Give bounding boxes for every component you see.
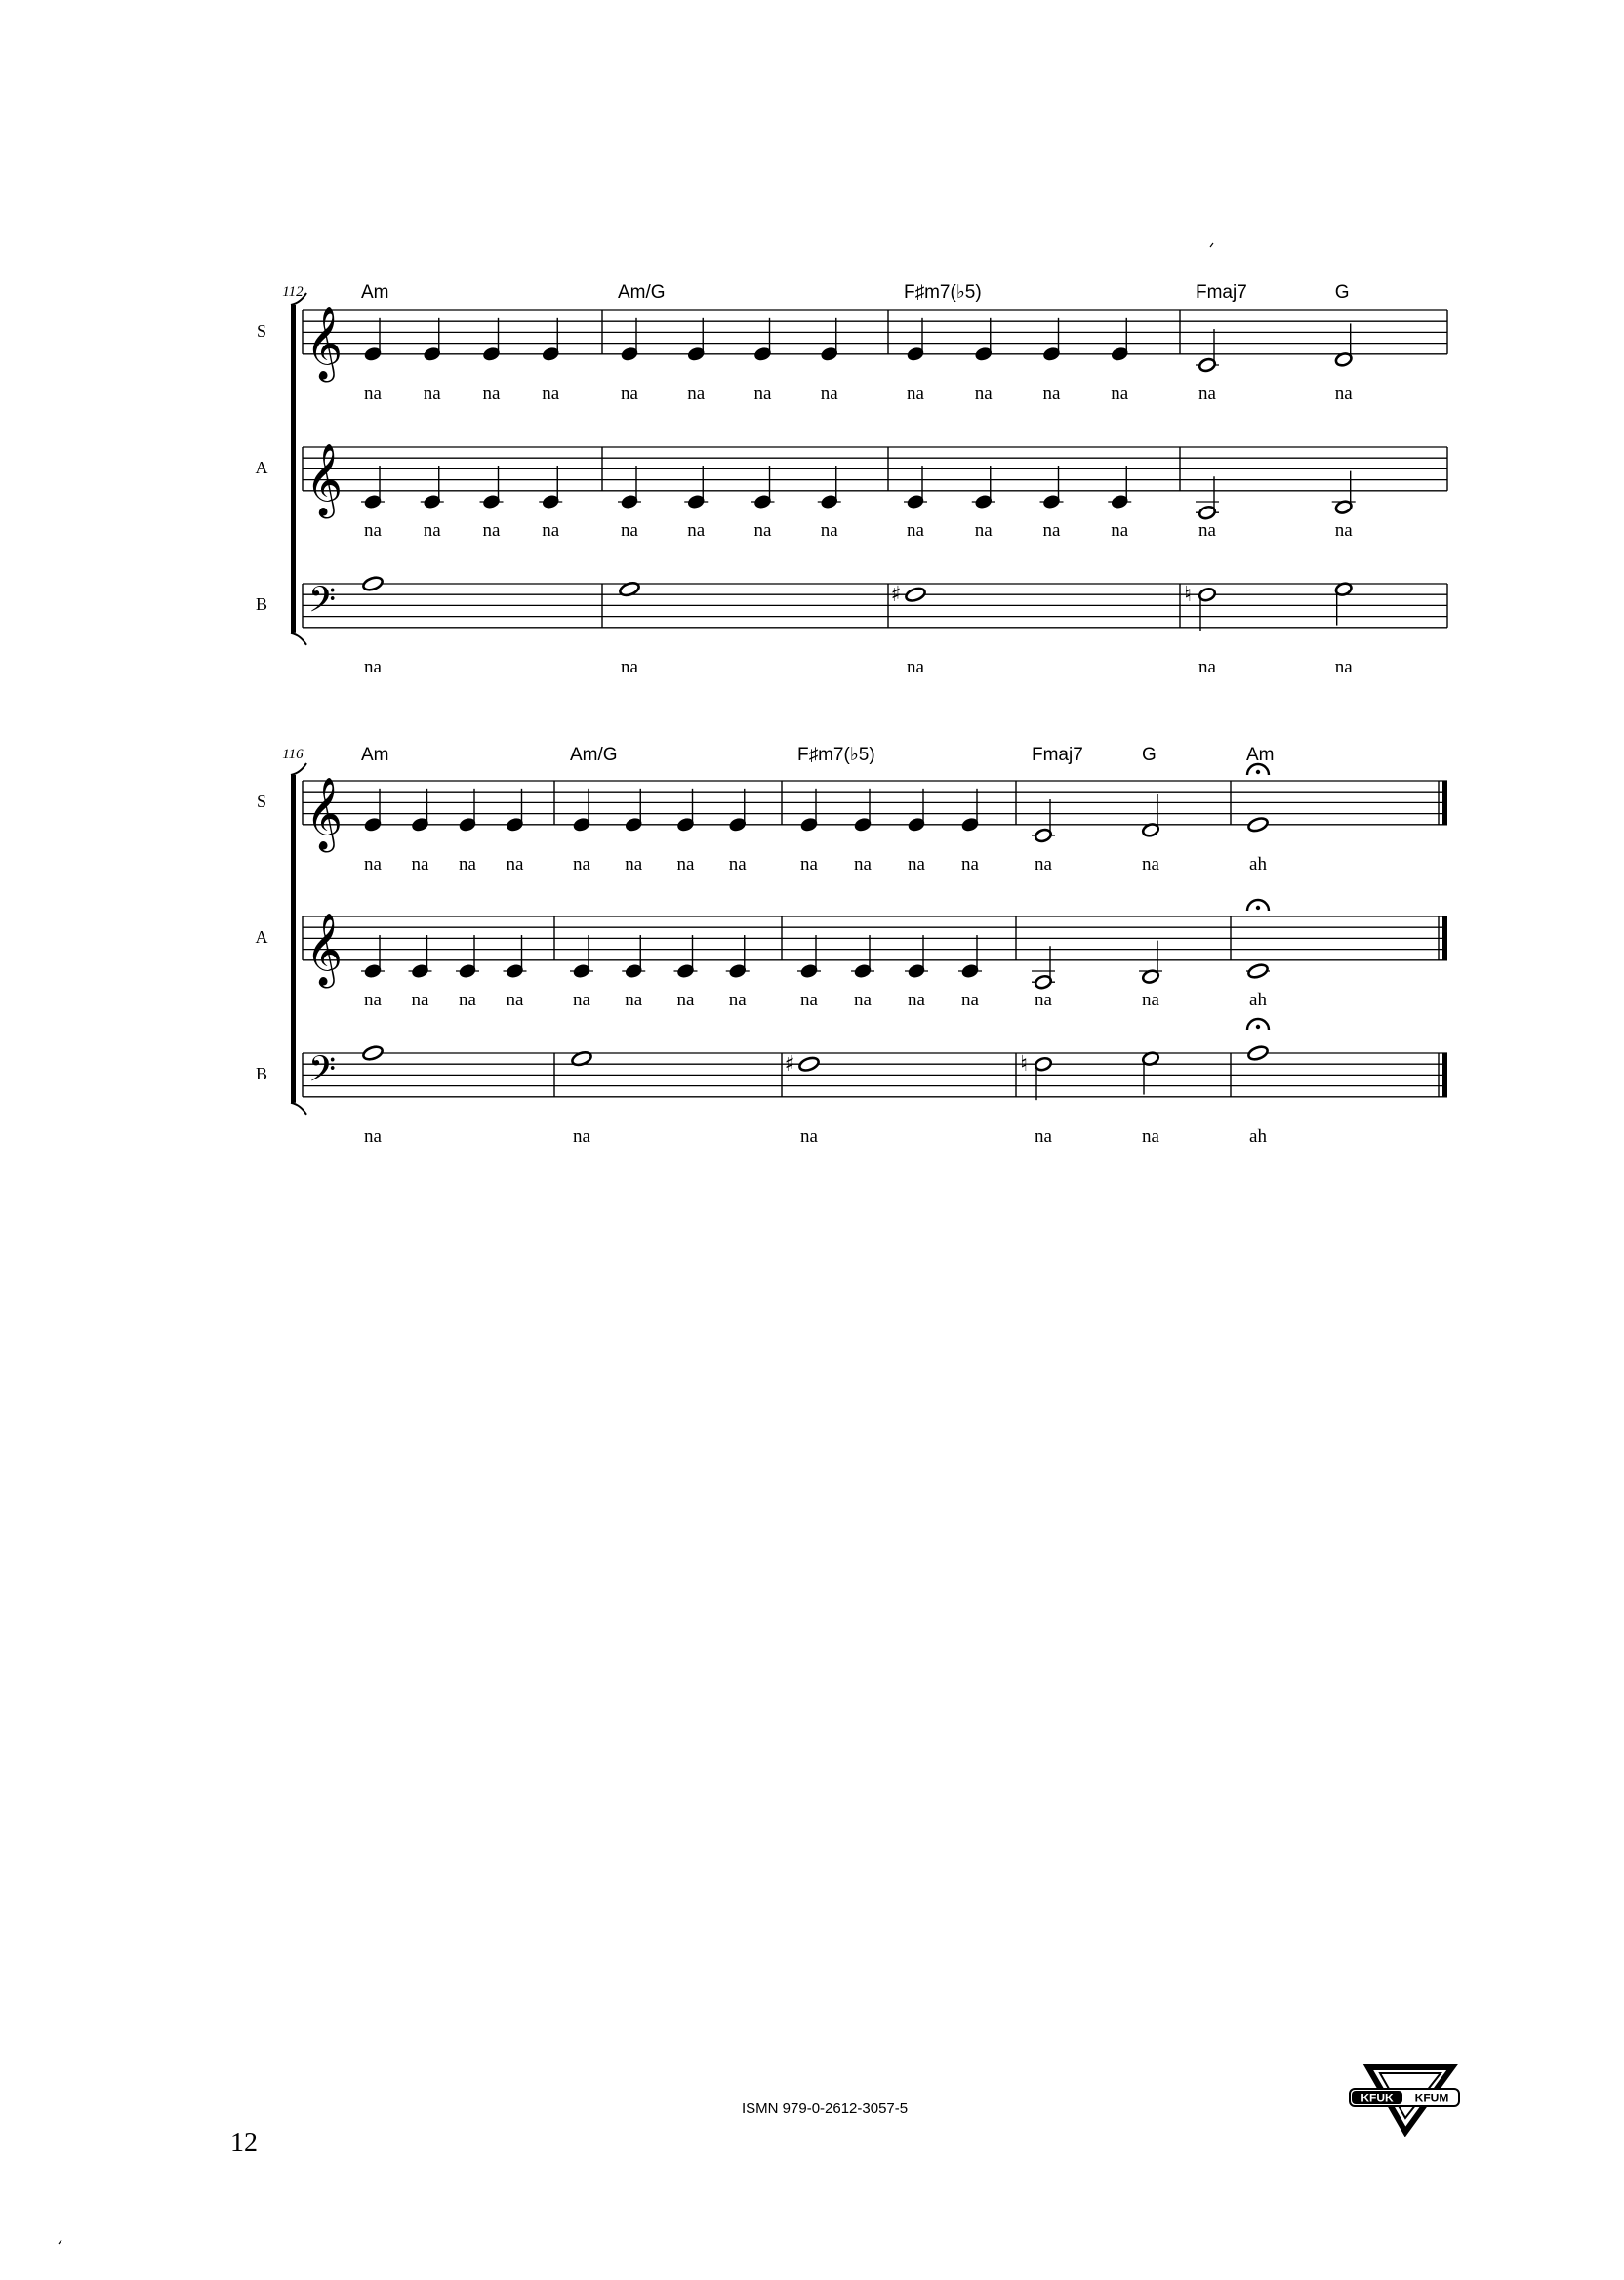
lyric-syllable: na [1334,383,1353,404]
lyric-syllable: na [820,519,838,541]
note [797,935,821,979]
natural-icon: ♮ [1020,1052,1028,1078]
page-number: 12 [230,2128,258,2158]
final-barline [1442,1053,1447,1097]
lyric-syllable: na [974,519,993,541]
lyric-syllable: na [753,383,772,404]
bass-clef-icon: 𝄢 [307,1048,337,1099]
lyric-syllable: na [1111,383,1129,404]
note [1042,318,1061,362]
note [908,789,926,833]
note [972,466,995,509]
bass-clef-icon: 𝄢 [307,579,337,630]
lyric-syllable: na [908,989,925,1010]
note [1247,764,1270,833]
chord-symbol: F♯m7(♭5) [904,282,982,303]
note [625,789,643,833]
note [423,318,441,362]
chord-symbol: Am/G [618,282,666,303]
lyric-syllable: na [411,853,429,875]
lyric-syllable: na [961,853,979,875]
note [504,935,527,979]
note [905,587,927,603]
logo-left-text: KFUK [1360,2091,1394,2105]
measure-number: 112 [282,284,304,300]
note [687,318,706,362]
note [1035,1056,1053,1100]
bracket-bottom-hook [291,1103,306,1115]
chord-symbol: G [1142,745,1157,765]
lyric-syllable: na [423,383,441,404]
treble-clef-icon: 𝄞 [305,443,343,516]
note [364,318,383,362]
note [480,466,504,509]
lyric-syllable: na [907,383,924,404]
system-bracket [291,305,296,633]
note [800,789,819,833]
note [482,318,501,362]
lyric-syllable: na [573,989,590,1010]
lyric-syllable: na [728,853,747,875]
lyric-syllable: na [573,853,590,875]
lyric-syllable: na [459,989,476,1010]
lyric-syllable: na [621,519,638,541]
final-barline [1442,916,1447,960]
lyric-syllable: na [800,989,818,1010]
note [1139,941,1162,985]
lyric-syllable: na [728,989,747,1010]
note [409,935,432,979]
lyric-syllable: na [459,853,476,875]
note [421,466,444,509]
fermata-dot [1256,770,1260,774]
note [459,789,477,833]
chord-symbol: F♯m7(♭5) [797,745,875,765]
lyric-syllable: na [625,989,643,1010]
notehead [362,575,385,591]
lyric-syllable: na [1142,989,1159,1010]
note [1247,1019,1270,1062]
note [361,935,385,979]
lyric-syllable: na [506,989,524,1010]
note [542,318,560,362]
lyric-syllable: na [364,989,382,1010]
lyric-syllable: na [907,519,924,541]
note [820,318,838,362]
note [1198,587,1217,631]
lyric-syllable: na [1198,383,1216,404]
kfuk-kfum-logo [1347,2059,1464,2138]
notehead [1247,1044,1270,1061]
lyric-syllable: na [364,383,382,404]
lyric-syllable: na [687,383,706,404]
note [618,466,641,509]
note [958,935,982,979]
logo-right-text: KFUM [1414,2091,1449,2105]
note [674,935,698,979]
note [362,1044,385,1061]
note [676,789,695,833]
note [411,789,429,833]
isbn-text: ISMN 979-0-2612-3057-5 [742,2100,909,2117]
note [456,935,479,979]
lyric-syllable: na [621,656,638,677]
lyric-syllable: na [908,853,925,875]
note [364,789,383,833]
note [974,318,993,362]
note [751,466,775,509]
note [904,466,927,509]
sharp-icon: ♯ [784,1052,795,1078]
note [851,935,874,979]
note [818,466,841,509]
note [1196,329,1219,373]
natural-icon: ♮ [1184,583,1192,608]
lyric-syllable: na [621,383,638,404]
stray-mark [1210,243,1213,247]
final-barline [1442,781,1447,825]
note [539,466,562,509]
lyric-syllable: na [1042,519,1061,541]
chord-symbol: Am [361,282,389,303]
lyric-syllable: na [364,853,382,875]
lyric-syllable: na [573,1125,590,1147]
note [1142,794,1160,837]
note [573,789,591,833]
voice-label-s: S [256,791,267,811]
lyric-syllable: na [1334,656,1353,677]
lyric-syllable: na [1198,656,1216,677]
voice-label-a: A [255,457,268,477]
note [854,789,873,833]
lyric-syllable: na [411,989,429,1010]
stray-mark [59,2240,61,2244]
note [1334,582,1353,626]
sharp-icon: ♯ [890,583,902,608]
chord-symbol: Am [1246,745,1275,765]
note [726,935,750,979]
note [905,935,928,979]
lyric-syllable: na [423,519,441,541]
lyric-syllable: na [800,1125,818,1147]
lyric-syllable: na [1035,853,1052,875]
note [753,318,772,362]
lyric-syllable: na [364,519,382,541]
note [961,789,980,833]
lyric-syllable: na [1042,383,1061,404]
note [1032,799,1055,843]
note [621,318,639,362]
note [570,935,593,979]
lyric-syllable: na [753,519,772,541]
lyric-syllable: ah [1249,853,1267,875]
lyric-syllable: na [820,383,838,404]
treble-clef-icon: 𝄞 [305,306,343,380]
treble-clef-icon: 𝄞 [305,913,343,986]
voice-label-b: B [255,593,268,614]
lyric-syllable: na [482,383,501,404]
lyric-syllable: na [542,519,560,541]
chord-symbol: Fmaj7 [1196,282,1247,303]
lyric-syllable: na [506,853,524,875]
lyric-syllable: na [1334,519,1353,541]
chord-symbol: G [1334,282,1350,303]
lyric-syllable: na [1198,519,1216,541]
notehead [1247,816,1270,833]
lyric-syllable: na [974,383,993,404]
note [622,935,645,979]
notehead [905,587,927,603]
note [1196,476,1219,520]
notehead [362,1044,385,1061]
lyric-syllable: na [1035,989,1052,1010]
measure-number: 116 [282,747,304,762]
system-bracket [291,775,296,1103]
note [361,466,385,509]
note [1040,466,1064,509]
lyric-syllable: na [625,853,643,875]
lyric-syllable: na [676,989,695,1010]
chord-symbol: Am/G [570,745,618,765]
note [1111,318,1129,362]
lyric-syllable: na [961,989,979,1010]
lyric-syllable: na [676,853,695,875]
lyric-syllable: na [1035,1125,1052,1147]
lyric-syllable: na [854,989,872,1010]
chord-symbol: Am [361,745,389,765]
fermata-dot [1256,906,1260,910]
note [506,789,524,833]
note [684,466,708,509]
voice-label-s: S [256,320,267,341]
lyric-syllable: ah [1249,989,1267,1010]
notehead [1247,962,1270,979]
lyric-syllable: na [482,519,501,541]
chord-symbol: Fmaj7 [1032,745,1083,765]
note [1142,1051,1160,1095]
fermata-dot [1256,1025,1260,1029]
lyric-syllable: ah [1249,1125,1267,1147]
note [1108,466,1131,509]
lyric-syllable: na [687,519,706,541]
lyric-syllable: na [907,656,924,677]
lyric-syllable: na [800,853,818,875]
lyric-syllable: na [364,1125,382,1147]
note [907,318,925,362]
note [1332,471,1356,515]
lyric-syllable: na [542,383,560,404]
lyric-syllable: na [364,656,382,677]
bracket-bottom-hook [291,633,306,645]
note [1246,900,1270,980]
notehead [798,1056,821,1073]
bracket-top-hook [291,763,306,775]
voice-label-a: A [255,926,268,947]
lyric-syllable: na [1111,519,1129,541]
lyric-syllable: na [854,853,872,875]
note [728,789,747,833]
treble-clef-icon: 𝄞 [305,777,343,850]
note [1032,946,1055,990]
note [362,575,385,591]
lyric-syllable: na [1142,853,1159,875]
lyric-syllable: na [1142,1125,1159,1147]
note [798,1056,821,1073]
note [1334,323,1353,367]
voice-label-b: B [255,1063,268,1083]
